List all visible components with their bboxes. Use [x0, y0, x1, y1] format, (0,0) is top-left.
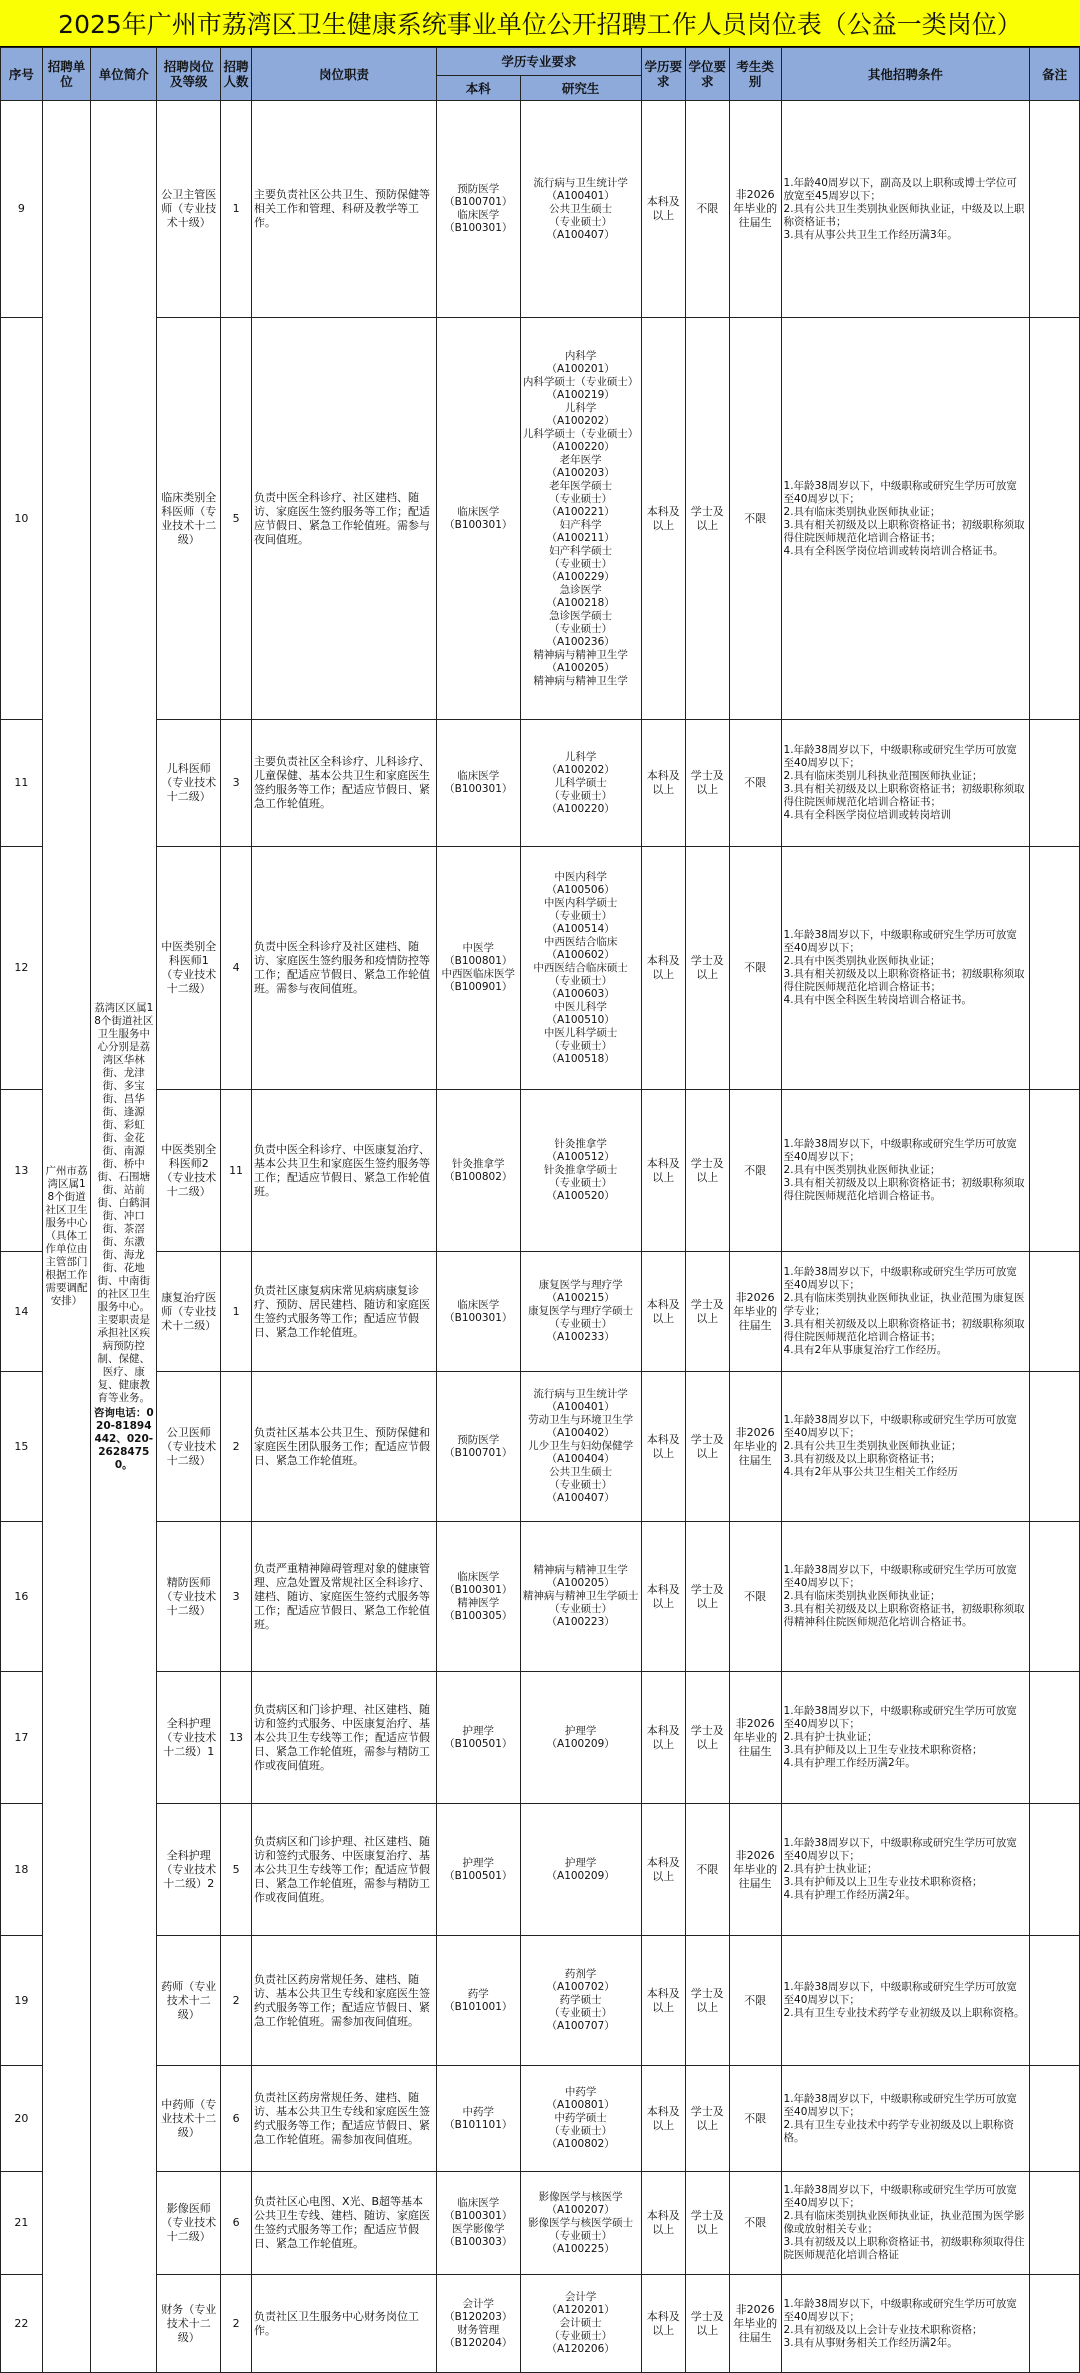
cell-graduate: 影像医学与核医学 （A100207） 影像医学与核医学硕士 （专业硕士） （A100225） — [520, 2172, 641, 2275]
cell-bachelor: 护理学 （B100501） — [436, 1672, 520, 1804]
cell-no: 20 — [1, 2066, 43, 2172]
cell-bachelor: 临床医学 （B100301） — [436, 318, 520, 720]
cell-duty: 负责中医全科诊疗、中医康复治疗、基本公共卫生和家庭医生签约服务等工作；配适应节假日、紧急工作轮值班。 — [251, 1090, 436, 1252]
cell-duty: 负责社区卫生服务中心财务岗位工作。 — [251, 2275, 436, 2373]
cell-bachelor: 临床医学 （B100301） 精神医学 （B100305） — [436, 1522, 520, 1672]
header-duty: 岗位职责 — [251, 48, 436, 101]
cell-candidate: 不限 — [729, 2172, 781, 2275]
cell-candidate: 不限 — [729, 1522, 781, 1672]
cell-post: 全科护理（专业技术十二级）2 — [157, 1804, 221, 1936]
cell-bachelor: 中药学 （B101101） — [436, 2066, 520, 2172]
cell-candidate: 非2026年毕业的往届生 — [729, 2275, 781, 2373]
cell-candidate: 不限 — [729, 2066, 781, 2172]
cell-duty: 负责中医全科诊疗、社区建档、随访、家庭医生签约服务等工作；配适应节假日、紧急工作轮值班。需参与夜间值班。 — [251, 318, 436, 720]
cell-intro — [91, 101, 157, 2373]
cell-duty: 主要负责社区全科诊疗、儿科诊疗、儿童保健、基本公共卫生和家庭医生签约服务等工作；配适应节假日、紧急工作轮值班。 — [251, 720, 436, 847]
table-row — [1, 1804, 1080, 1936]
cell-other: 1.年龄38周岁以下，中级职称或研究生学历可放宽至40周岁以下； 2.具有中医类别执业医师执业证； 3.具有相关初级及以上职称资格证书；初级职称须取得住院医师规范化培训合格证书； 4.具有中医全科医生转岗培训合格证书。 — [781, 847, 1030, 1090]
header-intro: 单位简介 — [91, 48, 157, 101]
cell-post: 精防医师（专业技术十二级） — [157, 1522, 221, 1672]
cell-candidate: 非2026年毕业的往届生 — [729, 1804, 781, 1936]
cell-edu: 本科及以上 — [641, 1372, 685, 1522]
cell-duty: 负责社区基本公共卫生、预防保健和家庭医生团队服务工作；配适应节假日、紧急工作轮值班。 — [251, 1372, 436, 1522]
cell-num: 6 — [221, 2172, 252, 2275]
cell-post: 财务（专业技术十二级） — [157, 2275, 221, 2373]
cell-degree: 学士及以上 — [685, 2275, 729, 2373]
cell-duty: 主要负责社区公共卫生、预防保健等相关工作和管理、科研及教学等工作。 — [251, 101, 436, 318]
header-degree: 学位要求 — [685, 48, 729, 101]
header-other: 其他招聘条件 — [781, 48, 1030, 101]
table-row — [1, 1090, 1080, 1252]
cell-degree: 不限 — [685, 101, 729, 318]
cell-edu: 本科及以上 — [641, 1522, 685, 1672]
cell-post: 影像医师（专业技术十二级） — [157, 2172, 221, 2275]
cell-note — [1030, 1804, 1080, 1936]
cell-other: 1.年龄40周岁以下，副高及以上职称或博士学位可放宽至45周岁以下； 2.具有公共卫生类别执业医师执业证，中级及以上职称资格证书； 3.具有从事公共卫生工作经历满3年。 — [781, 101, 1030, 318]
cell-degree: 学士及以上 — [685, 1090, 729, 1252]
cell-degree: 学士及以上 — [685, 1672, 729, 1804]
cell-other: 1.年龄38周岁以下，中级职称或研究生学历可放宽至40周岁以下； 2.具有中医类别执业医师执业证； 3.具有相关初级及以上职称资格证书；初级职称须取得住院医师规范化培训合格证书。 — [781, 1090, 1030, 1252]
cell-other: 1.年龄38周岁以下，中级职称或研究生学历可放宽至40周岁以下； 2.具有临床类别执业医师执业证； 3.具有相关初级及以上职称资格证书，初级职称须取得精神科住院医师规范化培训合格证书。 — [781, 1522, 1030, 1672]
cell-candidate: 不限 — [729, 1090, 781, 1252]
table-row — [1, 1372, 1080, 1522]
cell-no: 18 — [1, 1804, 43, 1936]
cell-num: 2 — [221, 1372, 252, 1522]
cell-num: 3 — [221, 720, 252, 847]
table-row — [1, 847, 1080, 1090]
cell-bachelor: 临床医学 （B100301） — [436, 720, 520, 847]
cell-graduate: 精神病与精神卫生学 （A100205） 精神病与精神卫生学硕士（专业硕士） （A100223） — [520, 1522, 641, 1672]
cell-post: 儿科医师（专业技术十二级） — [157, 720, 221, 847]
cell-graduate: 护理学 （A100209） — [520, 1804, 641, 1936]
cell-edu: 本科及以上 — [641, 720, 685, 847]
cell-graduate: 中医内科学 （A100506） 中医内科学硕士 （专业硕士） （A100514） 中西医结合临床 （A100602） 中西医结合临床硕士 （专业硕士） （A100603） 中医儿科学 （A100510） 中医儿科学硕士 （专业硕士） （A100518） — [520, 847, 641, 1090]
cell-post: 中医类别全科医师1（专业技术十二级） — [157, 847, 221, 1090]
cell-other: 1.年龄38周岁以下，中级职称或研究生学历可放宽至40周岁以下； 2.具有临床类别执业医师执业证，执业范围为医学影像或放射相关专业； 3.具有初级及以上职称资格证书，初级职称须取得住院医师规范化培训合格证 — [781, 2172, 1030, 2275]
cell-other: 1.年龄38周岁以下，中级职称或研究生学历可放宽至40周岁以下； 2.具有卫生专业技术中药学专业初级及以上职称资格。 — [781, 2066, 1030, 2172]
cell-edu: 本科及以上 — [641, 2275, 685, 2373]
cell-num: 11 — [221, 1090, 252, 1252]
header-edu-group: 学历专业要求 — [436, 48, 641, 76]
cell-num: 1 — [221, 101, 252, 318]
cell-candidate: 非2026年毕业的往届生 — [729, 1372, 781, 1522]
cell-num: 5 — [221, 318, 252, 720]
cell-other: 1.年龄38周岁以下，中级职称或研究生学历可放宽至40周岁以下； 2.具有公共卫生类别执业医师执业证； 3.具有初级及以上职称资格证书； 4.具有2年从事公共卫生相关工作经历 — [781, 1372, 1030, 1522]
cell-graduate: 康复医学与理疗学 （A100215） 康复医学与理疗学硕士 （专业硕士） （A100233） — [520, 1252, 641, 1372]
cell-post: 康复治疗医师（专业技术十二级） — [157, 1252, 221, 1372]
page-title: 2025年广州市荔湾区卫生健康系统事业单位公开招聘工作人员岗位表（公益一类岗位） — [0, 0, 1080, 47]
header-post: 招聘岗位及等级 — [157, 48, 221, 101]
intro-body: 荔湾区区属18个街道社区卫生服务中心分别是荔湾区华林街、龙津街、多宝街、昌华街、逢源街、彩虹街、金花街、南源街、桥中街、石围塘街、站前街、白鹤洞街、冲口街、茶滘街、东漖街、海龙街、花地街、中南街的社区卫生服务中心。主要职责是承担社区疾病预防控制、保健、医疗、康复、健康教育等业务。 — [94, 1001, 154, 1404]
cell-edu: 本科及以上 — [641, 1252, 685, 1372]
cell-num: 1 — [221, 1252, 252, 1372]
cell-note — [1030, 1372, 1080, 1522]
cell-duty: 负责严重精神障碍管理对象的健康管理、应急处置及常规社区全科诊疗、建档、随访、家庭医生签约式服务等工作；配适应节假日、紧急工作轮值班。 — [251, 1522, 436, 1672]
header-note: 备注 — [1030, 48, 1080, 101]
cell-degree: 学士及以上 — [685, 2066, 729, 2172]
cell-degree: 学士及以上 — [685, 318, 729, 720]
cell-no: 9 — [1, 101, 43, 318]
cell-graduate: 流行病与卫生统计学 （A100401） 劳动卫生与环境卫生学（A100402） 儿少卫生与妇幼保健学（A100404） 公共卫生硕士 （专业硕士） （A100407） — [520, 1372, 641, 1522]
cell-degree: 学士及以上 — [685, 1252, 729, 1372]
cell-note — [1030, 1936, 1080, 2066]
cell-no: 19 — [1, 1936, 43, 2066]
cell-num: 13 — [221, 1672, 252, 1804]
cell-post: 药师（专业技术十二级） — [157, 1936, 221, 2066]
cell-num: 5 — [221, 1804, 252, 1936]
cell-duty: 负责社区心电图、X光、B超等基本公共卫生专线、建档、随访、家庭医生签约式服务等工作；配适应节假日、紧急工作轮值班。 — [251, 2172, 436, 2275]
cell-degree: 学士及以上 — [685, 1372, 729, 1522]
table-row — [1, 1522, 1080, 1672]
cell-candidate: 不限 — [729, 318, 781, 720]
cell-candidate: 不限 — [729, 720, 781, 847]
cell-num: 2 — [221, 2275, 252, 2373]
cell-note — [1030, 1672, 1080, 1804]
table-row — [1, 1252, 1080, 1372]
table-row — [1, 2172, 1080, 2275]
header-num: 招聘人数 — [221, 48, 252, 101]
cell-edu: 本科及以上 — [641, 101, 685, 318]
cell-note — [1030, 1090, 1080, 1252]
cell-bachelor: 中医学 （B100801） 中西医临床医学 （B100901） — [436, 847, 520, 1090]
cell-other: 1.年龄38周岁以下，中级职称或研究生学历可放宽至40周岁以下； 2.具有临床类别儿科执业范围医师执业证； 3.具有相关初级及以上职称资格证书；初级职称须取得住院医师规范化培训合格证书； 4.具有全科医学岗位培训或转岗培训 — [781, 720, 1030, 847]
cell-post: 中药师（专业技术十二级） — [157, 2066, 221, 2172]
cell-num: 6 — [221, 2066, 252, 2172]
intro-contact: 咨询电话：020-81894442、020-26284750。 — [93, 1406, 154, 1471]
table-row — [1, 1936, 1080, 2066]
cell-degree: 学士及以上 — [685, 1936, 729, 2066]
cell-graduate: 针灸推拿学 （A100512） 针灸推拿学硕士 （专业硕士） （A100520） — [520, 1090, 641, 1252]
cell-bachelor: 针灸推拿学 （B100802） — [436, 1090, 520, 1252]
cell-no: 22 — [1, 2275, 43, 2373]
header-unit: 招聘单位 — [42, 48, 90, 101]
cell-other: 1.年龄38周岁以下，中级职称或研究生学历可放宽至40周岁以下； 2.具有临床类别执业医师执业证； 3.具有相关初级及以上职称资格证书；初级职称须取得住院医师规范化培训合格证书； 4.具有全科医学岗位培训或转岗培训合格证书。 — [781, 318, 1030, 720]
cell-bachelor: 临床医学 （B100301） — [436, 1252, 520, 1372]
cell-graduate: 会计学 （A120201） 会计硕士 （专业硕士） （A120206） — [520, 2275, 641, 2373]
cell-other: 1.年龄38周岁以下，中级职称或研究生学历可放宽至40周岁以下； 2.具有护士执业证； 3.具有护师及以上卫生专业技术职称资格； 4.具有护理工作经历满2年。 — [781, 1804, 1030, 1936]
cell-edu: 本科及以上 — [641, 1804, 685, 1936]
header-candidate: 考生类别 — [729, 48, 781, 101]
cell-edu: 本科及以上 — [641, 318, 685, 720]
cell-duty: 负责病区和门诊护理、社区建档、随访和签约式服务、中医康复治疗、基本公共卫生专线等工作；配适应节假日、紧急工作轮值班，需参与精防工作或夜间值班。 — [251, 1672, 436, 1804]
cell-degree: 学士及以上 — [685, 2172, 729, 2275]
cell-degree: 不限 — [685, 1804, 729, 1936]
cell-no: 16 — [1, 1522, 43, 1672]
cell-edu: 本科及以上 — [641, 1936, 685, 2066]
cell-other: 1.年龄38周岁以下，中级职称或研究生学历可放宽至40周岁以下； 2.具有初级及以上会计专业技术职称资格； 3.具有从事财务相关工作经历满2年。 — [781, 2275, 1030, 2373]
cell-other: 1.年龄38周岁以下，中级职称或研究生学历可放宽至40周岁以下； 2.具有护士执业证； 3.具有护师及以上卫生专业技术职称资格； 4.具有护理工作经历满2年。 — [781, 1672, 1030, 1804]
cell-graduate: 儿科学 （A100202） 儿科学硕士 （专业硕士） （A100220） — [520, 720, 641, 847]
cell-post: 临床类别全科医师（专业技术十二级） — [157, 318, 221, 720]
cell-no: 11 — [1, 720, 43, 847]
cell-no: 14 — [1, 1252, 43, 1372]
table-row — [1, 318, 1080, 720]
cell-bachelor: 护理学 （B100501） — [436, 1804, 520, 1936]
cell-bachelor: 预防医学 （B100701） — [436, 1372, 520, 1522]
cell-no: 17 — [1, 1672, 43, 1804]
cell-duty: 负责社区药房常规任务、建档、随访、基本公共卫生专线和家庭医生签约式服务等工作；配适应节假日、紧急工作轮值班。需参加夜间值班。 — [251, 2066, 436, 2172]
cell-num: 3 — [221, 1522, 252, 1672]
cell-graduate: 中药学 （A100801） 中药学硕士 （专业硕士） （A100802） — [520, 2066, 641, 2172]
cell-other: 1.年龄38周岁以下，中级职称或研究生学历可放宽至40周岁以下； 2.具有卫生专业技术药学专业初级及以上职称资格。 — [781, 1936, 1030, 2066]
cell-note — [1030, 720, 1080, 847]
cell-note — [1030, 2172, 1080, 2275]
table-row — [1, 2066, 1080, 2172]
cell-bachelor: 预防医学 （B100701） 临床医学 （B100301） — [436, 101, 520, 318]
cell-duty: 负责中医全科诊疗及社区建档、随访、家庭医生签约服务和疫情防控等工作；配适应节假日、紧急工作轮值班。需参与夜间值班。 — [251, 847, 436, 1090]
cell-num: 2 — [221, 1936, 252, 2066]
job-table — [0, 47, 1080, 2373]
cell-no: 12 — [1, 847, 43, 1090]
cell-post: 公卫主管医师（专业技术十级） — [157, 101, 221, 318]
cell-no: 21 — [1, 2172, 43, 2275]
cell-no: 13 — [1, 1090, 43, 1252]
cell-candidate: 非2026年毕业的往届生 — [729, 1672, 781, 1804]
cell-candidate: 不限 — [729, 847, 781, 1090]
cell-bachelor: 临床医学 （B100301） 医学影像学 （B100303） — [436, 2172, 520, 2275]
cell-post: 全科护理（专业技术十二级）1 — [157, 1672, 221, 1804]
cell-bachelor: 药学 （B101001） — [436, 1936, 520, 2066]
cell-note — [1030, 101, 1080, 318]
table-row — [1, 720, 1080, 847]
cell-duty: 负责社区康复病床常见病病康复诊疗、预防、居民建档、随访和家庭医生签约式服务等工作；配适应节假日、紧急工作轮值班。 — [251, 1252, 436, 1372]
cell-post: 中医类别全科医师2（专业技术十二级） — [157, 1090, 221, 1252]
cell-note — [1030, 318, 1080, 720]
cell-edu: 本科及以上 — [641, 1090, 685, 1252]
cell-bachelor: 会计学 （B120203） 财务管理 （B120204） — [436, 2275, 520, 2373]
cell-no: 15 — [1, 1372, 43, 1522]
table-row — [1, 1672, 1080, 1804]
cell-note — [1030, 847, 1080, 1090]
cell-candidate: 非2026年毕业的往届生 — [729, 101, 781, 318]
cell-no: 10 — [1, 318, 43, 720]
cell-note — [1030, 2275, 1080, 2373]
table-row — [1, 2275, 1080, 2373]
cell-edu: 本科及以上 — [641, 2066, 685, 2172]
cell-num: 4 — [221, 847, 252, 1090]
cell-graduate: 药剂学 （A100702） 药学硕士 （专业硕士） （A100707） — [520, 1936, 641, 2066]
cell-candidate: 不限 — [729, 1936, 781, 2066]
cell-unit: 广州市荔湾区属18个街道社区卫生服务中心（具体工作单位由主管部门根据工作需要调配安排） — [42, 101, 90, 2373]
cell-edu: 本科及以上 — [641, 847, 685, 1090]
header-edu: 学历要求 — [641, 48, 685, 101]
header-graduate: 研究生 — [520, 76, 641, 101]
table-row — [1, 101, 1080, 318]
cell-degree: 学士及以上 — [685, 847, 729, 1090]
cell-edu: 本科及以上 — [641, 1672, 685, 1804]
cell-graduate: 护理学 （A100209） — [520, 1672, 641, 1804]
cell-graduate: 内科学 （A100201） 内科学硕士（专业硕士） （A100219） 儿科学 （A100202） 儿科学硕士（专业硕士）（A100220） 老年医学 （A100203） 老年医学硕士 （专业硕士） （A100221） 妇产科学 （A100211） 妇产科学硕士 （专业硕士） （A100229） 急诊医学 （A100218） 急诊医学硕士 （专业硕士） （A100236） 精神病与精神卫生学 （A100205） 精神病与精神卫生学 — [520, 318, 641, 720]
cell-duty: 负责社区药房常规任务、建档、随访、基本公共卫生专线和家庭医生签约式服务等工作；配适应节假日、紧急工作轮值班。需参加夜间值班。 — [251, 1936, 436, 2066]
cell-duty: 负责病区和门诊护理、社区建档、随访和签约式服务、中医康复治疗、基本公共卫生专线等工作；配适应节假日、紧急工作轮值班，需参与精防工作或夜间值班。 — [251, 1804, 436, 1936]
cell-post: 公卫医师（专业技术十二级） — [157, 1372, 221, 1522]
cell-note — [1030, 1522, 1080, 1672]
cell-note — [1030, 1252, 1080, 1372]
cell-other: 1.年龄38周岁以下，中级职称或研究生学历可放宽至40周岁以下； 2.具有临床类别执业医师执业证，执业范围为康复医学专业； 3.具有相关初级及以上职称资格证书；初级职称须取得住院医师规范化培训合格证书； 4.具有2年从事康复治疗工作经历。 — [781, 1252, 1030, 1372]
cell-degree: 学士及以上 — [685, 1522, 729, 1672]
cell-graduate: 流行病与卫生统计学 （A100401） 公共卫生硕士 （专业硕士） （A100407） — [520, 101, 641, 318]
cell-degree: 学士及以上 — [685, 720, 729, 847]
cell-edu: 本科及以上 — [641, 2172, 685, 2275]
header-no: 序号 — [1, 48, 43, 101]
header-bachelor: 本科 — [436, 76, 520, 101]
cell-note — [1030, 2066, 1080, 2172]
cell-candidate: 非2026年毕业的往届生 — [729, 1252, 781, 1372]
